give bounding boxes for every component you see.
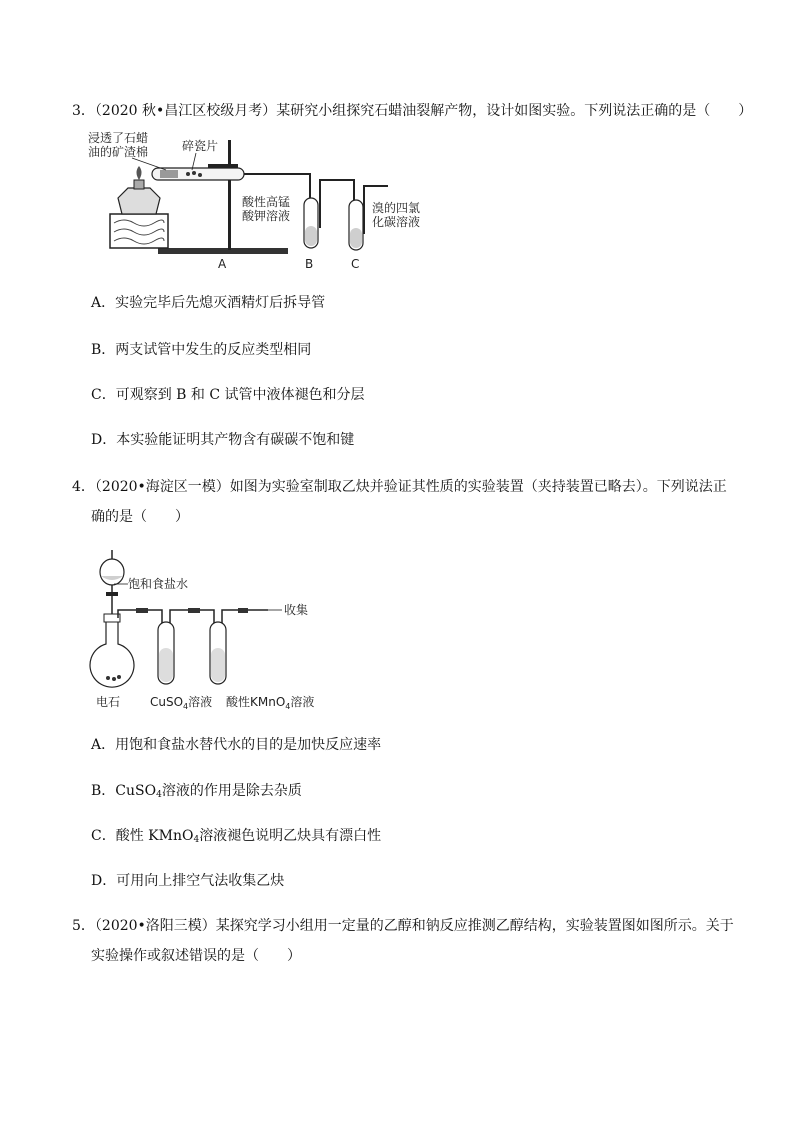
- cracking-apparatus-figure: [88, 128, 448, 273]
- label-a: A: [218, 257, 227, 271]
- label-carbide: 电石: [96, 695, 121, 709]
- label-cuso4: CuSO$_4$溶液: [150, 695, 213, 711]
- option-c: C．酸性 KMnO$_4$溶液褪色说明乙炔具有漂白性: [91, 828, 382, 845]
- label-collect: 收集: [284, 603, 309, 617]
- label-acidic-kmno4: 酸性KMnO$_4$溶液: [226, 695, 315, 711]
- question-number: 4．: [72, 479, 95, 495]
- question-5-stem-continued: 实验操作或叙述错误的是（ ）: [91, 948, 301, 964]
- option-a: A．用饱和食盐水替代水的目的是加快反应速率: [91, 737, 382, 753]
- acetylene-apparatus-figure: [88, 548, 338, 713]
- option-d: D．本实验能证明其产物含有碳碳不饱和键: [91, 432, 355, 448]
- label-kmno4-2: 酸钾溶液: [242, 209, 291, 223]
- option-c: C．可观察到 B 和 C 试管中液体褪色和分层: [91, 387, 365, 403]
- label-paraffin-1: 浸透了石蜡: [88, 131, 149, 145]
- option-b: B．两支试管中发生的反应类型相同: [91, 342, 312, 358]
- label-kmno4-1: 酸性高锰: [242, 195, 291, 209]
- iron-stand-rod: [228, 140, 231, 250]
- question-text: （2020 秋•昌江区校级月考）某研究小组探究石蜡油裂解产物，设计如图实验。下列说法正确的是（ ）: [94, 103, 753, 119]
- option-d: D．可用向上排空气法收集乙炔: [91, 873, 285, 889]
- delivery-tube-3: [222, 610, 268, 648]
- question-3-stem: [72, 101, 752, 121]
- round-bottom-flask: [90, 618, 134, 687]
- question-number: 5．: [72, 918, 95, 934]
- question-number: 3．: [72, 103, 95, 119]
- question-4-stem: [72, 477, 727, 497]
- option-b: B．CuSO$_4$溶液的作用是除去杂质: [91, 783, 302, 800]
- table-surface: [158, 248, 288, 254]
- alcohol-lamp: [118, 188, 160, 214]
- question-5-stem: [72, 916, 734, 936]
- label-bromine-2: 化碳溶液: [372, 215, 421, 229]
- option-a: A．实验完毕后先熄灭酒精灯后拆导管: [91, 295, 326, 311]
- label-paraffin-2: 油的矿渣棉: [88, 145, 149, 159]
- question-4-stem-continued: 确的是（ ）: [91, 509, 189, 525]
- label-b: B: [305, 257, 314, 271]
- delivery-tube-2: [170, 610, 214, 666]
- question-text: （2020•洛阳三模）某探究学习小组用一定量的乙醇和钠反应推测乙醇结构，实验装置图如图所示。关于: [94, 918, 734, 934]
- question-text: （2020•海淀区一模）如图为实验室制取乙炔并验证其性质的实验装置（夹持装置已略去）。下列说法正: [94, 479, 727, 495]
- label-bromine-1: 溴的四氯: [372, 201, 421, 215]
- label-c: C: [351, 257, 360, 271]
- separatory-funnel: [100, 559, 124, 585]
- label-porcelain: 碎瓷片: [182, 139, 219, 153]
- label-brine: 饱和食盐水: [128, 577, 189, 591]
